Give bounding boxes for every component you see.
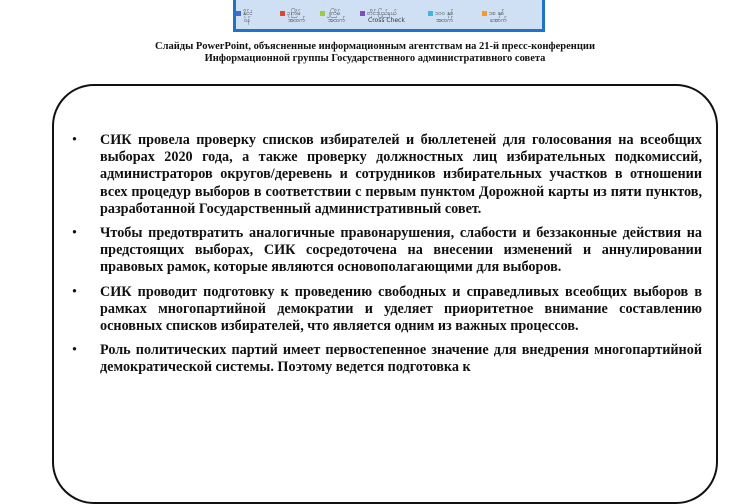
bullet-text: Чтобы предотвратить аналогичные правонарушения, слабости и беззаконные действия на предстоящих выборах, СИК сосредоточена на внесении изменений и аннулировании правовых рамок, которые являются основополагающими для выборов. bbox=[100, 225, 702, 276]
legend-swatch bbox=[482, 11, 487, 16]
legend-sublabel: အထက် bbox=[436, 17, 454, 24]
legend-sublabel: အထက် bbox=[288, 17, 306, 24]
legend-swatch bbox=[236, 11, 241, 16]
legend-item bbox=[236, 10, 253, 24]
legend-sublabel: Cross Check bbox=[368, 17, 405, 24]
legend-swatch bbox=[360, 11, 365, 16]
legend-sublabel: အောက် bbox=[490, 17, 507, 24]
bullet-marker: • bbox=[72, 225, 77, 242]
legend-label: ၂ကြိမ် bbox=[327, 10, 341, 17]
legend-swatch bbox=[280, 11, 285, 16]
legend-item bbox=[428, 10, 454, 24]
bullet-item bbox=[72, 132, 702, 218]
legend-item bbox=[360, 10, 405, 24]
slide-legend bbox=[230, 10, 550, 30]
bullet-text: СИК провела проверку списков избирателей и бюллетеней для голосования на всеобщих выборах 2020 года, а также проверку должностных лиц избирательных подкомиссий, администраторов округов/деревень и сотрудников избирательных участков в отношении всех процедур выборов в соответствии с первым пунктом Дорожной карты из пяти пунктов, разработанной Государственный административный совет. bbox=[100, 132, 702, 217]
legend-label: နိုင်ငံ bbox=[243, 10, 253, 17]
legend-swatch bbox=[428, 11, 433, 16]
figure-caption-line-1: Слайды PowerPoint, объясненные информационным агентствам на 21-й пресс-конференции bbox=[154, 41, 595, 52]
bullet-text: СИК проводит подготовку к проведению свободных и справедливых всеобщих выборов в рамках многопартийной демократии и уделяет приоритетное внимание составлению основных списков избирателей, что является одним из важных процессов. bbox=[100, 283, 702, 335]
legend-label: တိုင်းပြည်နယ် bbox=[367, 10, 397, 17]
legend-item bbox=[320, 10, 345, 24]
bullet-marker: • bbox=[72, 283, 77, 300]
bullet-item bbox=[72, 342, 702, 376]
bullet-item bbox=[72, 284, 702, 336]
bullet-text: Роль политических партий имеет первостепенное значение для внедрения многопартийной демократической системы. Поэтому ведется подготовка к bbox=[100, 342, 702, 376]
legend-item bbox=[280, 10, 305, 24]
legend-sublabel: ဝန် bbox=[244, 17, 251, 24]
legend-sublabel: အထက် bbox=[328, 17, 346, 24]
figure-caption-line-2: Информационной группы Государственного административного совета bbox=[204, 53, 546, 64]
bullet-marker: • bbox=[72, 132, 77, 148]
legend-label: ၁၈ နှစ် bbox=[489, 10, 505, 17]
legend-label: ၃ကြိမ် bbox=[287, 10, 301, 17]
bullet-marker: • bbox=[72, 342, 77, 359]
legend-swatch bbox=[320, 11, 325, 16]
legend-label: ၁၀၀ နှစ် bbox=[435, 10, 454, 17]
bullet-list bbox=[72, 132, 702, 384]
bullet-item bbox=[72, 225, 702, 277]
legend-item bbox=[482, 10, 507, 24]
